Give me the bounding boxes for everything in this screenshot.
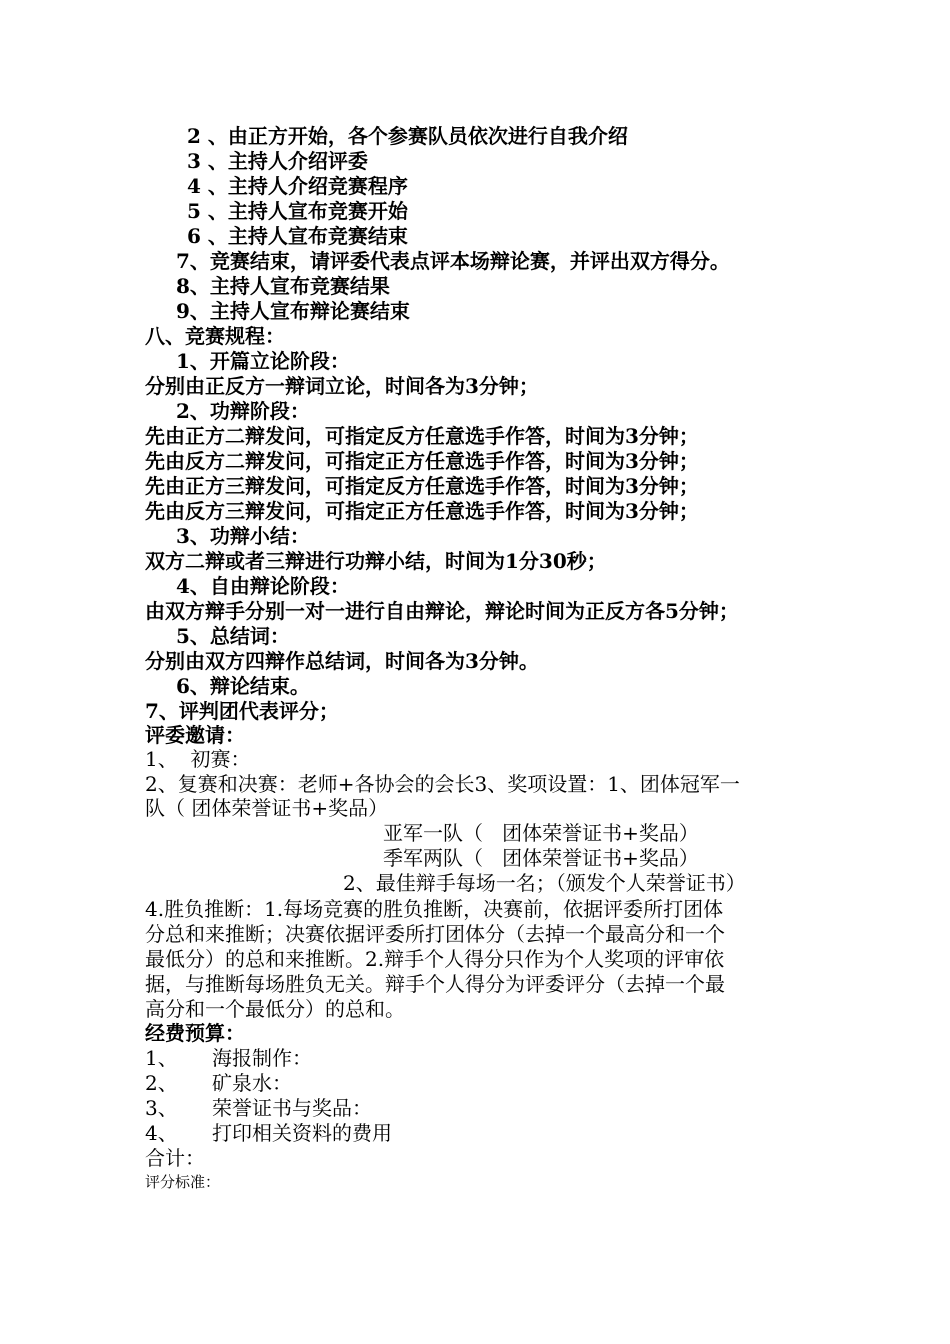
stage-title: 1、开篇立论阶段： [176,349,350,373]
program-step: 6 、主持人宣布竞赛结束 [187,224,408,248]
program-step: 8、主持人宣布竞赛结果 [176,274,390,298]
stage-text: 由双方辩手分别一对一进行自由辩论，辩论时间为正反方各5分钟； [145,599,739,623]
rules-heading: 八、竞赛规程： [145,324,285,348]
stage-title: 5、总结词： [176,624,290,648]
program-step: 5 、主持人宣布竞赛开始 [187,199,408,223]
stage-text: 分别由双方四辩作总结词，时间各为3分钟。 [145,649,539,673]
stage-text: 先由反方三辩发问，可指定正方任意选手作答，时间为3分钟； [145,499,699,523]
budget-total: 合计： [145,1146,205,1170]
budget-item-number: 3、 [145,1096,178,1120]
stage-text: 先由正方三辩发问，可指定反方任意选手作答，时间为3分钟； [145,474,699,498]
stage-text: 分别由正反方一辩词立论，时间各为3分钟； [145,374,539,398]
program-step: 3 、主持人介绍评委 [187,149,368,173]
budget-item-number: 4、 [145,1121,178,1145]
budget-item-label: 打印相关资料的费用 [212,1121,392,1145]
award-item: 亚军一队（ 团体荣誉证书+奖品） [383,821,699,845]
stage-title: 7、评判团代表评分； [145,699,339,723]
judges-heading: 评委邀请： [145,723,245,747]
budget-item-number: 2、 [145,1071,178,1095]
program-step: 9、主持人宣布辩论赛结束 [176,299,410,323]
stage-title: 4、自由辩论阶段： [176,574,350,598]
budget-heading: 经费预算： [145,1021,245,1045]
stage-title: 6、辩论结束。 [176,674,310,698]
award-item: 2、最佳辩手每场一名；（颁发个人荣誉证书） [343,871,746,895]
judging-line: 据，与推断每场胜负无关。辩手个人得分为评委评分（去掉一个最 [145,972,725,996]
program-step: 4 、主持人介绍竞赛程序 [187,174,408,198]
budget-item-label: 荣誉证书与奖品： [212,1096,372,1120]
judging-line: 最低分）的总和来推断。2.辩手个人得分只作为个人奖项的评审依 [145,947,725,971]
stage-text: 双方二辩或者三辩进行功辩小结，时间为1分30秒； [145,549,607,573]
judging-line: 高分和一个最低分）的总和。 [145,997,405,1021]
judging-line: 分总和来推断；决赛依据评委所打团体分（去掉一个最高分和一个 [145,922,725,946]
stage-title: 3、功辩小结： [176,524,310,548]
judging-line: 4.胜负推断：1.每场竞赛的胜负推断，决赛前，依据评委所打团体 [145,897,724,921]
stage-text: 先由正方二辩发问，可指定反方任意选手作答，时间为3分钟； [145,424,699,448]
award-item: 季军两队（ 团体荣誉证书+奖品） [383,846,699,870]
judges-item: 队（ 团体荣誉证书+奖品） [145,796,389,820]
stage-text: 先由反方二辩发问，可指定正方任意选手作答，时间为3分钟； [145,449,699,473]
budget-item-label: 矿泉水： [212,1071,292,1095]
stage-title: 2、功辩阶段： [176,399,310,423]
program-step: 2 、由正方开始，各个参赛队员依次进行自我介绍 [187,124,628,148]
scoring-standard-label: 评分标准： [145,1173,221,1191]
program-step: 7、竞赛结束，请评委代表点评本场辩论赛，并评出双方得分。 [176,249,730,273]
budget-item-label: 海报制作： [212,1046,312,1070]
judges-item: 2、复赛和决赛：老师+各协会的会长3、奖项设置：1、团体冠军一 [145,772,740,796]
budget-item-number: 1、 [145,1046,178,1070]
judges-item: 1、 初赛： [145,747,251,771]
